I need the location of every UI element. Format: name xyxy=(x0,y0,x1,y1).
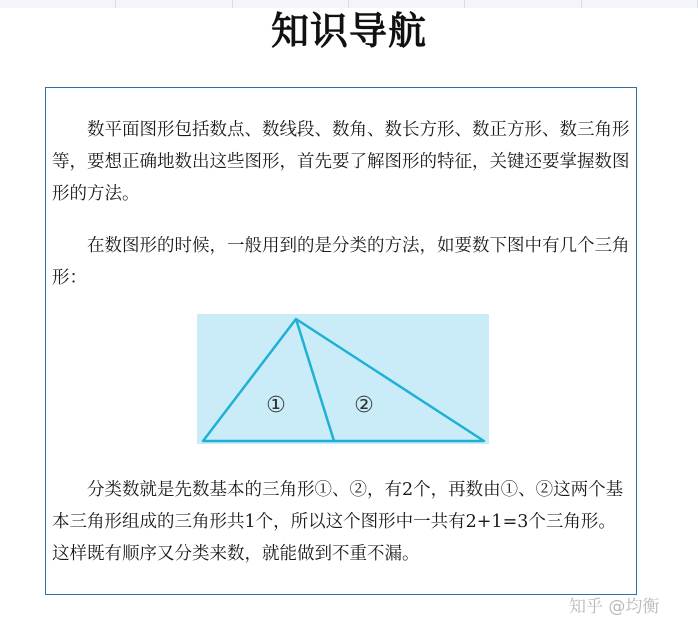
page-title: 知识导航 xyxy=(270,8,427,53)
triangle-figure xyxy=(197,314,489,444)
paragraph-intro: 数平面图形包括数点、数线段、数角、数长方形、数正方形、数三角形等，要想正确地数出这些图形，首先要了解图形的特征，关键还要掌握数图形的方法。 xyxy=(52,120,630,204)
content-frame xyxy=(45,87,637,595)
top-strip-cell xyxy=(465,0,581,8)
top-strip-cell xyxy=(0,0,116,8)
triangle-diagram xyxy=(197,314,489,444)
top-tab-strip xyxy=(0,0,698,8)
zhihu-watermark: 知乎 @均衡 xyxy=(569,597,660,617)
figure-background xyxy=(197,314,489,444)
top-strip-cell xyxy=(349,0,465,8)
top-strip-cell xyxy=(233,0,349,8)
triangle-label-2: ② xyxy=(354,393,374,418)
top-strip-cell xyxy=(116,0,232,8)
top-strip-cell xyxy=(582,0,698,8)
paragraph-explanation: 分类数就是先数基本的三角形①、②，有2个，再数由①、②这两个基本三角形组成的三角形共1个，所以这个图形中一共有2+1=3个三角形。这样既有顺序又分类来数，就能做到不重不漏。 xyxy=(52,480,624,564)
triangle-label-1: ① xyxy=(266,393,286,418)
paragraph-question: 在数图形的时候，一般用到的是分类的方法，如要数下图中有几个三角形： xyxy=(52,236,630,288)
